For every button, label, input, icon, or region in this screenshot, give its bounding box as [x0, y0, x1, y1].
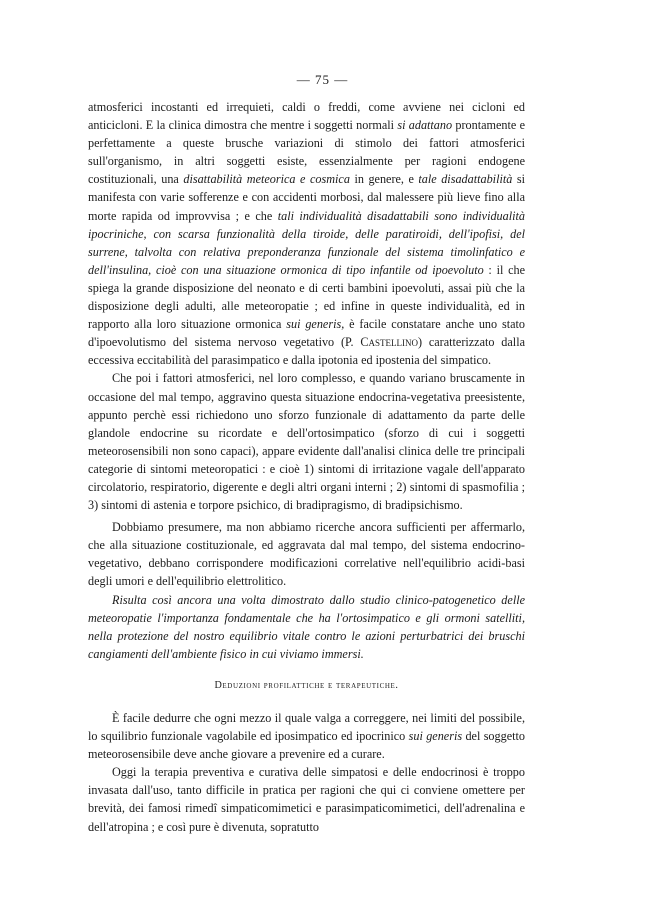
- paragraph-3: Dobbiamo presumere, ma non abbiamo ricerche ancora sufficienti per affermarlo, che alla situazione costituzionale, ed aggravata dal mal tempo, del sistema endocrino-vegetativo, debbano corrispondere modificazioni correlative nell'equilibrio acidi-basi degli umori e dell'equilibrio elettrolitico.: [88, 520, 525, 589]
- p5-text-a: È facile dedurre che ogni mezzo il quale valga a correggere, nei limiti del possibile, lo squilibrio funzionale vagolabile ed iposimpatico ed ipocrinico: [88, 711, 525, 744]
- p1-author-castellino: Castellino: [360, 335, 418, 350]
- p1-italic-j: sui generis,: [286, 317, 345, 332]
- p1-text-m: ) caratterizzato dalla eccessiva eccitabilità del parasimpatico e dalla ipotonia ed ipostenia del simpatico.: [88, 335, 525, 368]
- p1-text-g: si manifesta con varie sofferenze e con accidenti morbosi, dal malessere più lieve fino alla morte rapida od improvvisa ; e che: [88, 172, 525, 223]
- page-body: [88, 98, 525, 836]
- p1-italic-f: tale disadattabilità: [418, 172, 513, 187]
- p1-text-i: : il che spiega la grande disposizione del neonato e di certi bambini ipoevoluti, assai più che la disposizione degli adulti, alle meteoropatie ; ed infine in queste individualità, ed in rapporto alla loro situazione ormonica: [88, 262, 525, 332]
- p1-text-k: è facile constatare anche uno stato d'ipoevolutismo del sistema nervoso vegetativo (P.: [88, 317, 525, 350]
- paragraph-4: [88, 591, 525, 663]
- paragraph-6: Oggi la terapia preventiva e curativa delle simpatosi e delle endocrinosi è troppo invasata dall'uso, tanto difficile in pratica per ragioni che qui ci conviene omettere per brevità, dei famosi rimedî simpaticomimetici e parasimpaticomimetici, dell'adrenalina e dell'atropina ; e così pure è divenuta, sopratutto: [88, 765, 525, 834]
- p1-text-a: atmosferici incostanti ed irrequieti, caldi o freddi, come avviene nei cicloni ed anticicloni. E la clinica dimostra che mentre i soggetti normali: [88, 100, 525, 133]
- section-heading: Deduzioni profilattiche e terapeutiche.: [214, 679, 399, 691]
- page-number: — 75 —: [296, 72, 349, 87]
- p5-italic-b: sui generis: [408, 729, 463, 744]
- p1-text-c: prontamente e perfettamente a queste brusche variazioni di stimolo dei fattori atmosferici sull'organismo, in altri soggetti esiste, essenzialmente per ragioni endogene costituzionali, una: [88, 118, 525, 187]
- paragraph-1: [88, 98, 525, 369]
- paragraph-2: Che poi i fattori atmosferici, nel loro complesso, e quando variano bruscamente in occasione del mal tempo, aggravino questa situazione endocrina-vegetativa preesistente, appunto perchè essi richiedono uno sforzo funzionale di adattamento da parte delle glandole endocrine su ricordate e dell'ortosimpatico (sforzo di cui i soggetti meteorosensibili non sono capaci), appare evidente dall'analisi clinica delle tre principali categorie di sintomi meteoropatici : e cioè 1) sintomi di irritazione vagale dell'apparato circolatorio, respiratorio, digerente e degli altri organi interni ; 2) sintomi di spasmofilia ; 3) sintomi di astenia e torpore psichico, di bradipragismo, di bradipsichismo.: [88, 371, 525, 513]
- p1-italic-b: si adattano: [397, 118, 453, 133]
- paragraph-5: [88, 709, 525, 763]
- p1-text-e: in genere, e: [349, 172, 419, 187]
- p5-text-c: del soggetto meteorosensibile deve anche giovare a prevenire ed a curare.: [88, 729, 525, 762]
- p4-italic: Risulta così ancora una volta dimostrato dallo studio clinico-patogenetico delle meteoropatie l'importanza fondamentale che ha l'ortosimpatico e gli ormoni satelliti, nella protezione del nostro equilibrio vitale contro le azioni perturbatrici dei bruschi cangiamenti dell'ambiente fisico in cui viviamo immersi.: [88, 592, 525, 661]
- p1-italic-h: tali individualità disadattabili sono individualità ipocriniche, con scarsa funzionalità della tiroide, delle paratiroidi, dell'ipofisi, del surrene, talvolta con relativa preponderanza funzionale del sistema timolinfatico e dell'insulina, cioè con una situazione ormonica di tipo infantile od ipoevoluto: [88, 208, 525, 277]
- p1-italic-d: disattabilità meteorica e cosmica: [183, 172, 350, 187]
